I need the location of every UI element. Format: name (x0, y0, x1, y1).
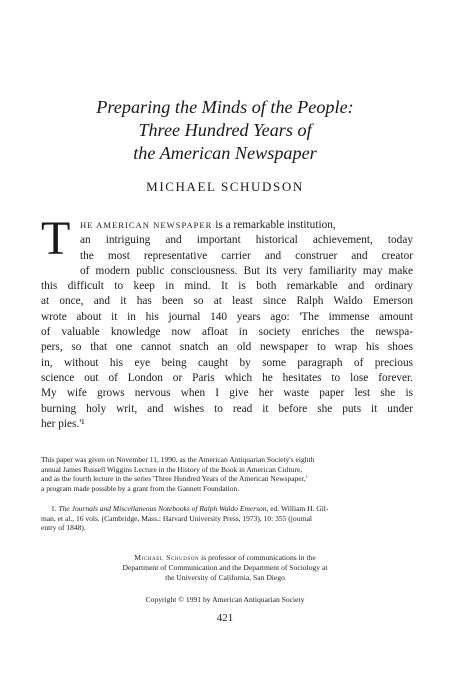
body-line-2: an intriguing and important historical achievement, today (80, 234, 413, 247)
footnote-line-2: man, et al., 16 vols. (Cambridge, Mass.: Harvard University Press, 1973), 10: 355 (journal (41, 513, 312, 523)
drop-cap: T (41, 212, 71, 265)
title-line-2: Three Hundred Years of (138, 120, 312, 140)
body-line-5: this difficult to keep in mind. It is both remarkable and ordinary (41, 280, 413, 293)
body-line-9: pers, so that one cannot snatch an old newspaper to wrap his shoes (41, 341, 413, 354)
body-line-3: the most representative carrier and construer and creator (80, 249, 413, 262)
lecture-note-line-2: annual James Russell Wiggins Lecture in the History of the Book in American Culture, (41, 464, 303, 474)
body-line-6: at once, and it has been so at least since Ralph Waldo Emerson (41, 295, 413, 308)
lecture-note-line-1: This paper was given on November 11, 1990, as the American Antiquarian Society's eighth (41, 455, 315, 464)
footnote-line-3: entry of 1848). (41, 523, 86, 533)
body-line-1-rest: is a remarkable institution, (212, 219, 336, 231)
body-line-13: burning holy writ, and wishes to read it before she puts it under (41, 402, 413, 415)
lecture-note-line-4: a program made possible by a grant from the Gannett Foundation. (41, 483, 240, 493)
footnote-book-title: The Journals and Miscellaneous Notebooks of Ralph Waldo Emerson, (58, 504, 269, 513)
bio-line-1-rest: is professor of communications in the (199, 553, 316, 562)
author-bio (0, 553, 450, 584)
footnote (41, 504, 413, 533)
body-line-10: in, without his eye being caught by some paragraph of precious (41, 356, 413, 369)
copyright-notice: Copyright © 1991 by American Antiquarian Society (145, 595, 305, 604)
footnote-number: 1. (51, 504, 59, 513)
lecture-note (41, 455, 413, 493)
body-paragraph (41, 212, 413, 432)
bio-line-1 (0, 553, 450, 563)
bio-line-2: Department of Communication and the Department of Sociology at (122, 563, 328, 573)
bio-author-name: Michael Schudson (134, 553, 200, 562)
footnote-line-1 (41, 504, 413, 514)
body-line-12: My wife grows nervous when I give her waste paper lest she is (41, 387, 413, 400)
bio-line-3: the University of California, San Diego (165, 573, 285, 583)
title-line-1: Preparing the Minds of the People: (96, 97, 354, 117)
small-caps-opening: HE AMERICAN NEWSPAPER (80, 220, 213, 230)
body-line-7: wrote about it in his journal 140 years ago: 'The immense amount (41, 310, 413, 323)
author-name: MICHAEL SCHUDSON (146, 179, 304, 194)
lecture-note-line-3: and as the fourth lecture in the series 'Three Hundred Years of the American Newspaper,' (41, 474, 308, 484)
body-line-11: science out of London or Paris which he hesitates to lose forever. (41, 371, 413, 384)
body-line-8: of valuable knowledge now afloat in society enriches the newspa- (41, 326, 413, 339)
body-line-4: of modern public consciousness. But its very familiarity may make (80, 264, 413, 277)
footnote-line-1-rest: ed. William H. Gil- (268, 504, 329, 513)
page-number: 421 (216, 612, 234, 624)
article-title (40, 96, 410, 165)
body-line-1 (41, 218, 413, 233)
title-line-3: the American Newspaper (133, 143, 317, 163)
body-line-14: her pies.'¹ (41, 417, 85, 430)
